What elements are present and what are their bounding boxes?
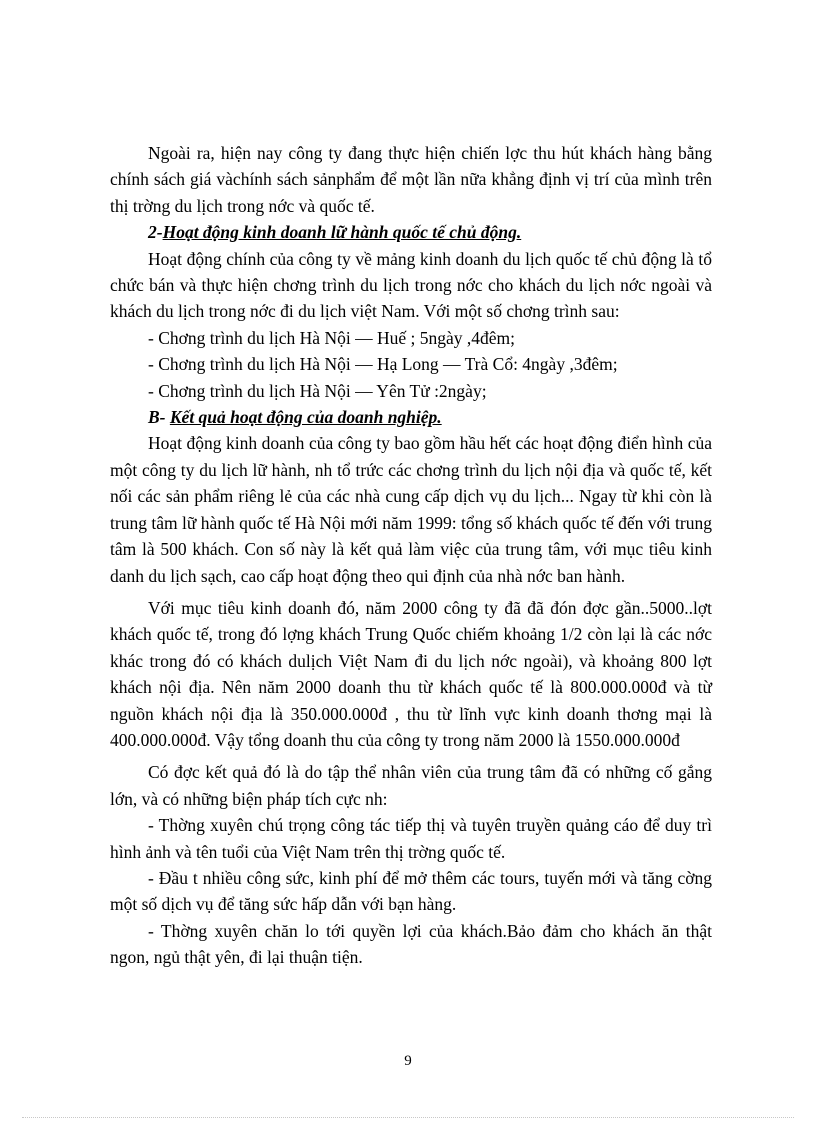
paragraph-revenue-2000: Với mục tiêu kinh doanh đó, năm 2000 công ty đã đã đón đợc gần..5000..lợt khách quốc tế, trong đó lợng khách Trung Quốc chiếm khoảng 1/2 còn lại là các nớc khác trong đó có khách dulịch Việt Nam đi du lịch nớc ngoài), và khoảng 800 lợt khách nội địa. Nên năm 2000 doanh thu từ khách quốc tế là 800.000.000đ và từ nguồn khách nội địa là 350.000.000đ , thu từ lĩnh vực kinh doanh thơng mại là 400.000.000đ. Vậy tổng doanh thu của công ty trong năm 2000 là 1550.000.000đ <box>110 597 712 750</box>
paragraph-main-activity: Hoạt động chính của công ty về mảng kinh doanh du lịch quốc tế chủ động là tổ chức bán và thực hiện chơng trình du lịch trong nớc cho khách du lịch nớc ngoài và khách du lịch trong nớc đi du lịch việt Nam. Với một số chơng trình sau: <box>110 248 712 322</box>
page-number: 9 <box>404 1053 412 1069</box>
paragraph-business-overview: Hoạt động kinh doanh của công ty bao gồm hầu hết các hoạt động điển hình của một công ty du lịch lữ hành, nh tổ trức các chơng trình du lịch nội địa và quốc tế, kết nối các sản phẩm riêng lẻ của các nhà cung cấp dịch vụ du lịch... Ngay từ khi còn là trung tâm lữ hành quốc tế Hà Nội mới năm 1999: tổng số khách quốc tế đến với trung tâm là 500 khách. Con số này là kết quả làm việc của trung tâm, với mục tiêu kinh danh du lịch sạch, cao cấp hoạt động theo qui định của nhà nớc ban hành. <box>110 433 712 586</box>
tour-list-item-2: - Chơng trình du lịch Hà Nội — Hạ Long — Trà Cổ: 4ngày ,3đêm; <box>148 354 618 375</box>
heading-section-b-number: B- <box>148 407 170 428</box>
measures-list-item-3: - Thờng xuyên chăn lo tới quyền lợi của khách.Bảo đảm cho khách ăn thật ngon, ngủ thật yên, đi lại thuận tiện. <box>110 920 712 968</box>
measures-list-item-1: - Thờng xuyên chú trọng công tác tiếp thị và tuyên truyền quảng cáo để duy trì hình ảnh và tên tuổi của Việt Nam trên thị trờng quốc tế. <box>110 815 712 862</box>
heading-section-2-text: Hoạt động kinh doanh lữ hành quốc tế chủ động. <box>162 222 522 243</box>
paragraph-intro: Ngoài ra, hiện nay công ty đang thực hiện chiến lợc thu hút khách hàng bằng chính sách giá vàchính sách sảnphẩm để một lần nữa khẳng định vị trí của mình trên thị trờng du lịch trong nớc và quốc tế. <box>110 143 712 216</box>
paragraph-results-reasons: Có đợc kết quả đó là do tập thể nhân viên của trung tâm đã có những cố gắng lớn, và có những biện pháp tích cực nh: <box>110 762 712 809</box>
heading-section-b <box>110 404 712 430</box>
heading-section-b-text: Kết quả hoạt động của doanh nghiệp. <box>169 407 442 428</box>
heading-section-2 <box>110 219 712 245</box>
tour-list-item-3: - Chơng trình du lịch Hà Nội — Yên Tử :2ngày; <box>148 380 487 401</box>
tour-list-item-1: - Chơng trình du lịch Hà Nội — Huế ; 5ngày ,4đêm; <box>148 327 515 348</box>
measures-list-item-2: - Đầu t nhiều công sức, kinh phí để mở thêm các tours, tuyến mới và tăng cờng một số dịch vụ để tăng sức hấp dẫn với bạn hàng. <box>110 867 712 915</box>
heading-section-2-number: 2- <box>148 222 163 243</box>
body-text <box>110 140 712 971</box>
bottom-dotted-rule <box>22 1117 794 1118</box>
